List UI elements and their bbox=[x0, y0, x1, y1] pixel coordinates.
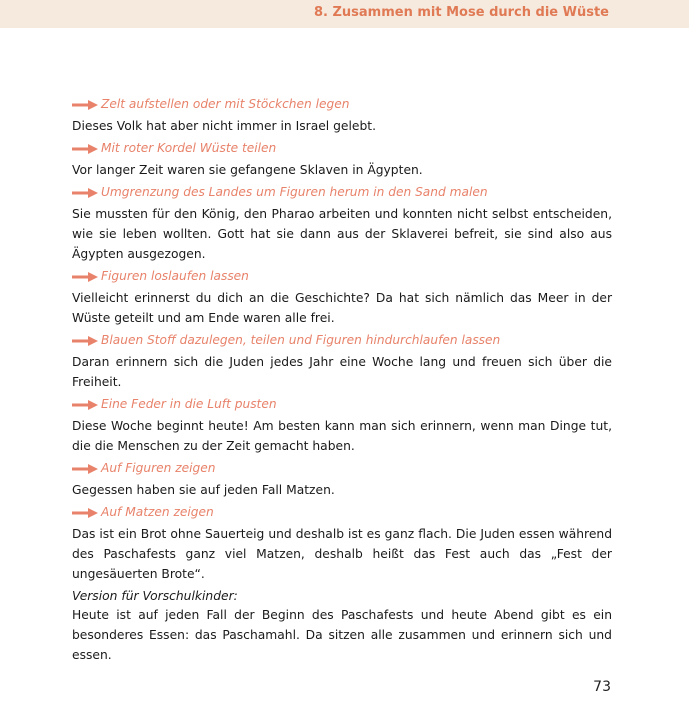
paragraph: Gegessen haben sie auf jeden Fall Matzen. bbox=[72, 483, 335, 497]
chapter-title: 8. Zusammen mit Mose durch die Wüste bbox=[313, 5, 609, 20]
arrow-right-icon bbox=[72, 399, 98, 411]
preschool-version bbox=[72, 587, 612, 665]
instruction bbox=[72, 395, 612, 414]
instruction-text: Umgrenzung des Landes um Figuren herum in den Sand malen bbox=[101, 185, 488, 199]
arrow-right-icon bbox=[72, 271, 98, 283]
paragraph: Vielleicht erinnerst du dich an die Geschichte? Da hat sich nämlich das Meer in der Wüste geteilt und am Ende waren alle frei. bbox=[72, 291, 612, 325]
arrow-right-icon bbox=[72, 143, 98, 155]
paragraph: Das ist ein Brot ohne Sauerteig und deshalb ist es ganz flach. Die Juden essen während des Paschafests ganz viel Matzen, deshalb heißt das Fest auch das „Fest der ungesäuerten Brote“. bbox=[72, 527, 612, 581]
block-3 bbox=[72, 183, 612, 264]
page-number: 73 bbox=[593, 679, 611, 695]
instruction-text: Zelt aufstellen oder mit Stöckchen legen bbox=[101, 97, 350, 111]
instruction-text: Auf Figuren zeigen bbox=[101, 461, 216, 475]
instruction-text: Auf Matzen zeigen bbox=[101, 505, 214, 519]
preschool-paragraph: Heute ist auf jeden Fall der Beginn des Paschafests und heute Abend gibt es ein besonderes Essen: das Paschamahl. Da sitzen alle zusammen und erinnern sich und essen. bbox=[72, 608, 612, 662]
instruction bbox=[72, 95, 612, 114]
instruction-text: Figuren loslaufen lassen bbox=[101, 269, 249, 283]
instruction-text: Blauen Stoff dazulegen, teilen und Figuren hindurchlaufen lassen bbox=[101, 333, 501, 347]
instruction bbox=[72, 503, 612, 522]
instruction bbox=[72, 331, 612, 350]
block-1 bbox=[72, 95, 612, 136]
instruction bbox=[72, 139, 612, 158]
paragraph: Diese Woche beginnt heute! Am besten kann man sich erinnern, wenn man Dinge tut, die die Menschen zu der Zeit gemacht haben. bbox=[72, 419, 612, 453]
instruction-text: Mit roter Kordel Wüste teilen bbox=[101, 141, 277, 155]
instruction-text: Eine Feder in die Luft pusten bbox=[101, 397, 277, 411]
paragraph: Vor langer Zeit waren sie gefangene Sklaven in Ägypten. bbox=[72, 163, 423, 177]
arrow-right-icon bbox=[72, 335, 98, 347]
instruction bbox=[72, 183, 612, 202]
paragraph: Dieses Volk hat aber nicht immer in Israel gelebt. bbox=[72, 119, 377, 133]
paragraph: Daran erinnern sich die Juden jedes Jahr eine Woche lang und freuen sich über die Freiheit. bbox=[72, 355, 612, 389]
block-4 bbox=[72, 267, 612, 328]
header-band bbox=[0, 0, 689, 28]
block-6 bbox=[72, 395, 612, 456]
block-7 bbox=[72, 459, 612, 500]
block-2 bbox=[72, 139, 612, 180]
page-content bbox=[72, 95, 612, 668]
arrow-right-icon bbox=[72, 187, 98, 199]
arrow-right-icon bbox=[72, 507, 98, 519]
arrow-right-icon bbox=[72, 99, 98, 111]
block-5 bbox=[72, 331, 612, 392]
instruction bbox=[72, 267, 612, 286]
block-8 bbox=[72, 503, 612, 584]
instruction bbox=[72, 459, 612, 478]
paragraph: Sie mussten für den König, den Pharao arbeiten und konnten nicht selbst entscheiden, wie sie leben wollten. Gott hat sie dann aus der Sklaverei befreit, sie sind also aus Ägypten ausgezogen. bbox=[72, 207, 612, 261]
preschool-label: Version für Vorschulkinder: bbox=[72, 589, 238, 603]
arrow-right-icon bbox=[72, 463, 98, 475]
